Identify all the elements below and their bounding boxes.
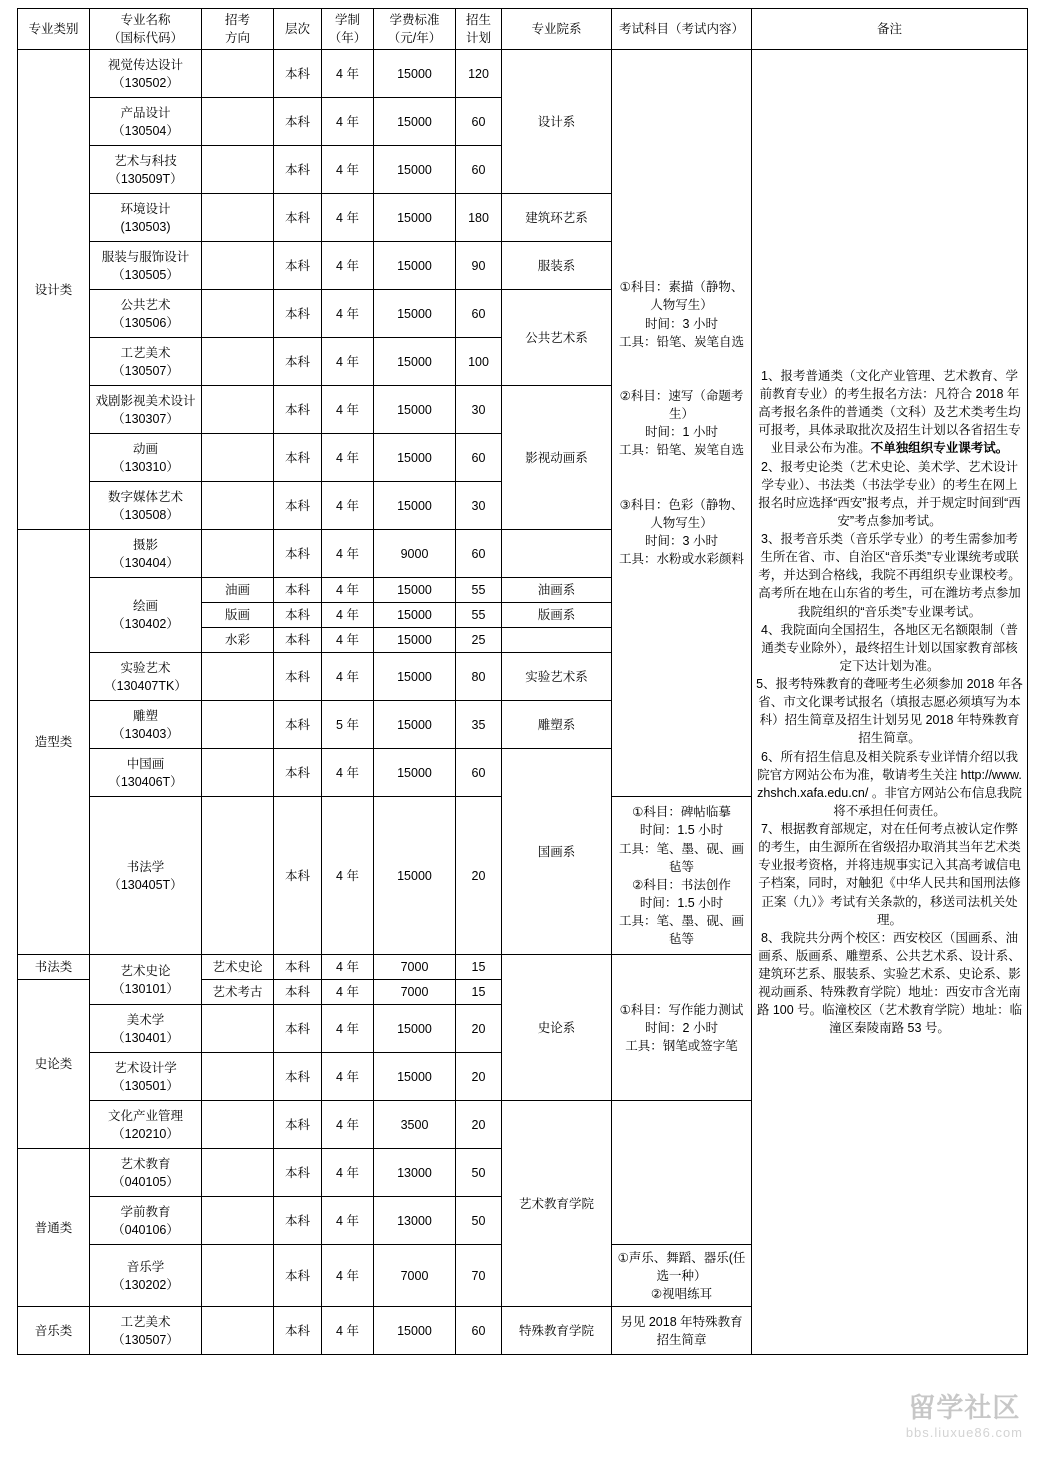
cell-level: 本科 [274, 98, 322, 146]
cell-major-name: 雕塑 （130403） [90, 701, 202, 749]
cell-level: 本科 [274, 50, 322, 98]
cell-fee: 9000 [374, 530, 456, 578]
cell-major-name: 实验艺术 （130407TK） [90, 653, 202, 701]
cell-major-name: 艺术与科技 （130509T） [90, 146, 202, 194]
cell-fee: 15000 [374, 701, 456, 749]
remark-emphasis: 不单独组织专业课考试。 [870, 441, 1009, 456]
cell-plan: 180 [456, 194, 502, 242]
remark-item [756, 367, 1023, 458]
cell-plan: 30 [456, 482, 502, 530]
cell-major-name: 工艺美术 （130507） [90, 338, 202, 386]
cell-plan: 55 [456, 578, 502, 603]
remark-item [756, 458, 1023, 531]
cell-plan: 20 [456, 1101, 502, 1149]
cell-level: 本科 [274, 797, 322, 955]
cell-fee: 7000 [374, 980, 456, 1005]
cell-level: 本科 [274, 1245, 322, 1307]
cell-direction [202, 1245, 274, 1307]
cell-major-name: 服装与服饰设计 （130505） [90, 242, 202, 290]
cell-years: 4 年 [322, 50, 374, 98]
cell-years: 4 年 [322, 1005, 374, 1053]
cell-department: 油画系 [502, 578, 612, 603]
cell-direction: 版画 [202, 603, 274, 628]
cell-level: 本科 [274, 653, 322, 701]
cell-department: 版画系 [502, 603, 612, 628]
cell-major-name: 公共艺术 （130506） [90, 290, 202, 338]
remark-text: 2、报考史论类（艺术史论、美术学、艺术设计学专业）、书法类（书法学专业）的考生在网上报名时应选择“西安”报考点，并于规定时间到“西安”考点参加考试。 [758, 459, 1021, 528]
remark-text: 5、报考特殊教育的聋哑考生必须参加 2018 年各省、市文化课考试报名（填报志愿必须填写为本科）招生简章及招生计划另见 2018 年特殊教育招生简章。 [756, 677, 1023, 746]
cell-fee: 15000 [374, 98, 456, 146]
cell-years: 4 年 [322, 955, 374, 980]
header-cell-level: 层次 [274, 9, 322, 50]
cell-direction [202, 797, 274, 955]
cell-plan: 50 [456, 1197, 502, 1245]
watermark-title: 留学社区 [908, 1393, 1021, 1423]
watermark [906, 1395, 1023, 1440]
cell-fee: 15000 [374, 386, 456, 434]
cell-fee: 15000 [374, 797, 456, 955]
cell-fee: 15000 [374, 50, 456, 98]
remark-text: 7、根据教育部规定，对在任何考点被认定作弊的考生，由生源所在省级招办取消其当年艺术类专业报考资格，并将违规事实记入其高考诚信电子档案，同时，对触犯《中华人民共和国刑法修正案（九）》考试有关条款的，移送司法机关处理。 [758, 822, 1021, 927]
cell-level: 本科 [274, 1053, 322, 1101]
cell-department: 建筑环艺系 [502, 194, 612, 242]
cell-fee: 15000 [374, 434, 456, 482]
cell-fee: 15000 [374, 338, 456, 386]
remark-item [756, 820, 1023, 929]
cell-fee: 3500 [374, 1101, 456, 1149]
cell-level: 本科 [274, 1197, 322, 1245]
cell-fee: 15000 [374, 194, 456, 242]
cell-direction [202, 242, 274, 290]
cell-fee: 15000 [374, 578, 456, 603]
cell-department: 公共艺术系 [502, 290, 612, 386]
cell-plan: 90 [456, 242, 502, 290]
cell-direction [202, 98, 274, 146]
cell-major-name: 数字媒体艺术 （130508） [90, 482, 202, 530]
cell-major-name: 学前教育 （040106） [90, 1197, 202, 1245]
cell-years: 4 年 [322, 194, 374, 242]
cell-direction [202, 50, 274, 98]
remark-text: 8、我院共分两个校区：西安校区（国画系、油画系、版画系、雕塑系、公共艺术系、设计系、建筑环艺系、服装系、实验艺术系、史论系、影视动画系、特殊教育学院）地址：西安市含光南路 100 号。临潼校区（艺术教育学院）地址：临潼区秦陵南路 53 号。 [756, 930, 1023, 1036]
cell-remark [752, 50, 1028, 1355]
table-row [18, 50, 1028, 98]
cell-major-name: 中国画 （130406T） [90, 749, 202, 797]
cell-plan: 50 [456, 1149, 502, 1197]
header-cell-exam: 考试科目（考试内容） [612, 9, 752, 50]
cell-fee: 15000 [374, 146, 456, 194]
cell-major-name: 工艺美术 （130507） [90, 1307, 202, 1355]
cell-fee: 13000 [374, 1197, 456, 1245]
cell-fee: 15000 [374, 603, 456, 628]
cell-years: 4 年 [322, 578, 374, 603]
table-header-row [18, 9, 1028, 50]
cell-exam-subjects [612, 1101, 752, 1245]
cell-fee: 15000 [374, 653, 456, 701]
cell-plan: 120 [456, 50, 502, 98]
cell-direction [202, 194, 274, 242]
header-cell-department: 专业院系 [502, 9, 612, 50]
cell-years: 4 年 [322, 603, 374, 628]
cell-years: 4 年 [322, 482, 374, 530]
cell-plan: 60 [456, 98, 502, 146]
cell-exam-subjects: 另见 2018 年特殊教育 招生简章 [612, 1307, 752, 1355]
cell-direction [202, 1149, 274, 1197]
cell-major-name: 艺术史论 （130101） [90, 955, 202, 1005]
cell-fee: 15000 [374, 290, 456, 338]
cell-department [502, 628, 612, 653]
cell-department: 影视动画系 [502, 386, 612, 530]
cell-department: 服装系 [502, 242, 612, 290]
cell-plan: 55 [456, 603, 502, 628]
cell-category: 普通类 [18, 1149, 90, 1307]
table-body [18, 9, 1028, 1355]
cell-plan: 60 [456, 290, 502, 338]
header-cell-direction: 招考 方向 [202, 9, 274, 50]
cell-years: 4 年 [322, 980, 374, 1005]
cell-plan: 70 [456, 1245, 502, 1307]
header-cell-major-name: 专业名称 （国标代码） [90, 9, 202, 50]
cell-level: 本科 [274, 290, 322, 338]
cell-level: 本科 [274, 242, 322, 290]
cell-major-name: 美术学 （130401） [90, 1005, 202, 1053]
cell-years: 4 年 [322, 749, 374, 797]
cell-direction [202, 749, 274, 797]
cell-years: 4 年 [322, 628, 374, 653]
cell-department [502, 530, 612, 578]
cell-plan: 20 [456, 1053, 502, 1101]
remark-text: 3、报考音乐类（音乐学专业）的考生需参加考生所在省、市、自治区“音乐类”专业课统考或联考，并达到合格线，我院不再组织专业课校考。高考所在地在山东省的考生，可在潍坊考点参加我院组织的“音乐类”专业课考试。 [758, 532, 1021, 619]
cell-direction [202, 338, 274, 386]
remark-item [756, 675, 1023, 748]
remark-list [756, 367, 1023, 1038]
cell-department: 史论系 [502, 955, 612, 1101]
cell-category: 造型类 [18, 530, 90, 955]
cell-years: 4 年 [322, 1149, 374, 1197]
cell-years: 4 年 [322, 1101, 374, 1149]
cell-fee: 7000 [374, 1245, 456, 1307]
cell-years: 4 年 [322, 434, 374, 482]
cell-major-name: 环境设计 (130503) [90, 194, 202, 242]
cell-exam-subjects: ①声乐、舞蹈、器乐(任 选一种） ②视唱练耳 [612, 1245, 752, 1307]
cell-direction [202, 434, 274, 482]
cell-level: 本科 [274, 955, 322, 980]
remark-text: 6、所有招生信息及相关院系专业详情介绍以我院官方网站公布为准，敬请考生关注 http://www.zhshch.xafa.edu.cn/ 。非官方网站公布信息我院将不承担任何责任。 [757, 749, 1022, 818]
cell-plan: 15 [456, 980, 502, 1005]
cell-level: 本科 [274, 146, 322, 194]
cell-direction [202, 530, 274, 578]
cell-department: 国画系 [502, 749, 612, 955]
cell-years: 4 年 [322, 290, 374, 338]
cell-years: 4 年 [322, 1197, 374, 1245]
cell-major-name: 动画 （130310） [90, 434, 202, 482]
cell-fee: 15000 [374, 242, 456, 290]
remark-item [756, 530, 1023, 621]
cell-level: 本科 [274, 578, 322, 603]
cell-fee: 15000 [374, 1307, 456, 1355]
admissions-table [17, 8, 1028, 1355]
cell-direction: 水彩 [202, 628, 274, 653]
cell-plan: 60 [456, 1307, 502, 1355]
cell-major-name: 书法学 （130405T） [90, 797, 202, 955]
cell-plan: 35 [456, 701, 502, 749]
cell-plan: 80 [456, 653, 502, 701]
cell-major-name: 产品设计 （130504） [90, 98, 202, 146]
remark-item [756, 621, 1023, 675]
cell-fee: 7000 [374, 955, 456, 980]
remark-text: 1、报考普通类（文化产业管理、艺术教育、学前教育专业）的考生报名方法：凡符合 2018 年高考报名条件的普通类（文科）及艺术类考生均可报考，具体录取批次及招生计划以各省招生专业目录公布为准。 [758, 368, 1021, 456]
cell-fee: 15000 [374, 482, 456, 530]
cell-level: 本科 [274, 434, 322, 482]
cell-category: 设计类 [18, 50, 90, 530]
cell-level: 本科 [274, 1005, 322, 1053]
header-cell-remark: 备注 [752, 9, 1028, 50]
cell-level: 本科 [274, 1101, 322, 1149]
header-cell-category: 专业类别 [18, 9, 90, 50]
remark-item [756, 929, 1023, 1038]
cell-direction [202, 701, 274, 749]
cell-level: 本科 [274, 338, 322, 386]
cell-direction [202, 290, 274, 338]
cell-level: 本科 [274, 628, 322, 653]
cell-years: 4 年 [322, 338, 374, 386]
cell-major-name: 视觉传达设计 （130502） [90, 50, 202, 98]
cell-level: 本科 [274, 530, 322, 578]
cell-plan: 60 [456, 530, 502, 578]
cell-years: 5 年 [322, 701, 374, 749]
cell-years: 4 年 [322, 386, 374, 434]
cell-level: 本科 [274, 749, 322, 797]
cell-plan: 60 [456, 434, 502, 482]
cell-major-name: 艺术教育 （040105） [90, 1149, 202, 1197]
cell-direction [202, 1307, 274, 1355]
cell-department: 艺术教育学院 [502, 1101, 612, 1307]
cell-level: 本科 [274, 603, 322, 628]
remark-item [756, 748, 1023, 821]
cell-department: 雕塑系 [502, 701, 612, 749]
cell-fee: 15000 [374, 749, 456, 797]
cell-level: 本科 [274, 701, 322, 749]
cell-direction [202, 386, 274, 434]
header-cell-fee: 学费标准 （元/年） [374, 9, 456, 50]
cell-level: 本科 [274, 482, 322, 530]
cell-level: 本科 [274, 386, 322, 434]
cell-plan: 20 [456, 797, 502, 955]
cell-level: 本科 [274, 980, 322, 1005]
cell-plan: 20 [456, 1005, 502, 1053]
cell-plan: 60 [456, 146, 502, 194]
cell-department: 实验艺术系 [502, 653, 612, 701]
cell-years: 4 年 [322, 98, 374, 146]
remark-text: 4、我院面向全国招生，各地区无名额限制（普通类专业除外），最终招生计划以国家教育部核定下达计划为准。 [761, 622, 1018, 673]
cell-exam-subjects: ①科目：碑帖临摹 时间：1.5 小时 工具：笔、墨、砚、画 毡等 ②科目：书法创作 时间：1.5 小时 工具：笔、墨、砚、画 毡等 [612, 797, 752, 955]
cell-plan: 60 [456, 749, 502, 797]
cell-fee: 15000 [374, 1005, 456, 1053]
cell-level: 本科 [274, 1149, 322, 1197]
cell-direction [202, 653, 274, 701]
cell-category: 音乐类 [18, 1307, 90, 1355]
cell-years: 4 年 [322, 242, 374, 290]
cell-direction: 油画 [202, 578, 274, 603]
cell-fee: 15000 [374, 1053, 456, 1101]
cell-years: 4 年 [322, 1307, 374, 1355]
cell-plan: 100 [456, 338, 502, 386]
cell-direction [202, 482, 274, 530]
cell-category: 史论类 [18, 980, 90, 1149]
cell-department: 设计系 [502, 50, 612, 194]
cell-years: 4 年 [322, 653, 374, 701]
cell-plan: 30 [456, 386, 502, 434]
cell-direction [202, 1197, 274, 1245]
cell-years: 4 年 [322, 1245, 374, 1307]
cell-major-name: 音乐学 （130202） [90, 1245, 202, 1307]
header-cell-years: 学制 （年） [322, 9, 374, 50]
cell-plan: 25 [456, 628, 502, 653]
cell-major-name: 文化产业管理 （120210） [90, 1101, 202, 1149]
cell-years: 4 年 [322, 146, 374, 194]
cell-exam-subjects: ①科目：素描（静物、 人物写生） 时间：3 小时 工具：铅笔、炭笔自选 ②科目：速写（命题考 生） 时间：1 小时 工具：铅笔、炭笔自选 ③科目：色彩（静物、 人物写生） 时间：3 小时 工具：水粉或水彩颜料 [612, 50, 752, 797]
cell-fee: 15000 [374, 628, 456, 653]
cell-plan: 15 [456, 955, 502, 980]
cell-major-name: 摄影 （130404） [90, 530, 202, 578]
cell-department: 特殊教育学院 [502, 1307, 612, 1355]
cell-years: 4 年 [322, 797, 374, 955]
watermark-url: bbs.liuxue86.com [905, 1425, 1023, 1440]
cell-category: 书法类 [18, 955, 90, 980]
cell-exam-subjects: ①科目：写作能力测试 时间：2 小时 工具：钢笔或签字笔 [612, 955, 752, 1101]
cell-fee: 13000 [374, 1149, 456, 1197]
cell-major-name: 绘画 （130402） [90, 578, 202, 653]
cell-direction [202, 146, 274, 194]
cell-direction [202, 1053, 274, 1101]
cell-major-name: 艺术设计学 （130501） [90, 1053, 202, 1101]
cell-direction: 艺术史论 [202, 955, 274, 980]
cell-direction: 艺术考古 [202, 980, 274, 1005]
cell-direction [202, 1005, 274, 1053]
cell-major-name: 戏剧影视美术设计 （130307） [90, 386, 202, 434]
cell-direction [202, 1101, 274, 1149]
cell-level: 本科 [274, 194, 322, 242]
cell-years: 4 年 [322, 530, 374, 578]
cell-level: 本科 [274, 1307, 322, 1355]
header-cell-plan: 招生 计划 [456, 9, 502, 50]
cell-years: 4 年 [322, 1053, 374, 1101]
